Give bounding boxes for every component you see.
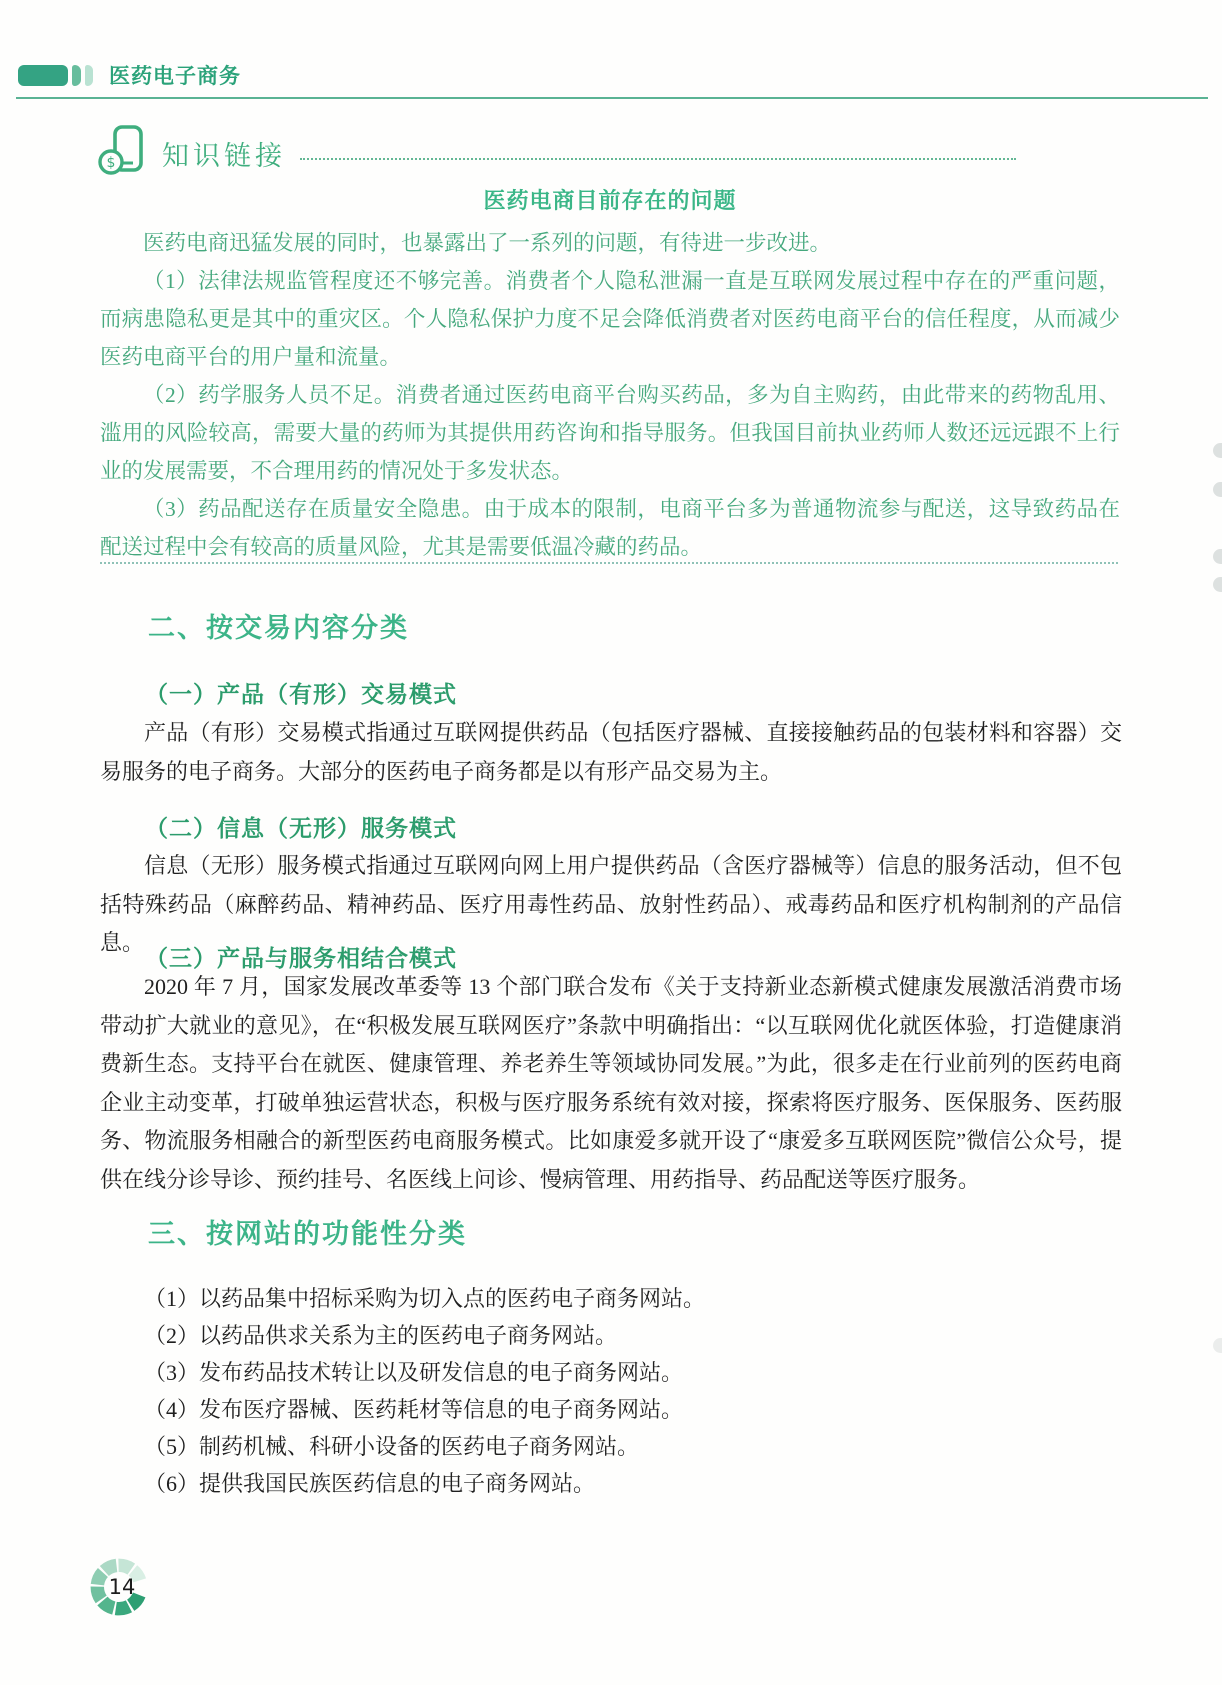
subsection-paragraph: 信息（无形）服务模式指通过互联网向网上用户提供药品（含医疗器械等）信息的服务活动，但不包括特殊药品（麻醉药品、精神药品、医疗用毒性药品、放射性药品）、戒毒药品和医疗机构制剂的产品信息。 (100, 853, 1122, 955)
knowledge-box-title: 医药电商目前存在的问题 (483, 188, 737, 213)
scan-artifact (1213, 577, 1222, 592)
subsection-paragraph: 2020 年 7 月，国家发展改革委等 13 个部门联合发布《关于支持新业态新模式健康发展激活消费市场带动扩大就业的意见》，在“积极发展互联网医疗”条款中明确指出：“以互联网优化就医体验，打造健康消费新生态。支持平台在就医、健康管理、养老养生等领域协同发展。”为此，很多走在行业前列的医药电商企业主动变革，打破单独运营状态，积极与医疗服务系统有效对接，探索将医疗服务、医保服务、医药服务、物流服务相融合的新型医药电商服务模式。比如康爱多就开设了“康爱多互联网医院”微信公众号，提供在线分诊导诊、预约挂号、名医线上问诊、慢病管理、用药指导、药品配送等医疗服务。 (100, 974, 1122, 1192)
list-item: （3）发布药品技术转让以及研发信息的电子商务网站。 (144, 1360, 684, 1385)
svg-text:$: $ (106, 155, 116, 171)
knowledge-box-divider (100, 562, 1118, 564)
running-head-title: 医药电子商务 (109, 64, 241, 88)
header-rule (16, 97, 1208, 99)
knowledge-paragraph: 医药电商迅猛发展的同时，也暴露出了一系列的问题，有待进一步改进。 (143, 231, 832, 255)
knowledge-paragraph: （3）药品配送存在质量安全隐患。由于成本的限制，电商平台多为普通物流参与配送，这导致药品在配送过程中会有较高的质量风险，尤其是需要低温冷藏的药品。 (100, 497, 1120, 559)
section-heading-2: 二、按交易内容分类 (148, 613, 409, 644)
scan-artifact (1213, 549, 1222, 564)
list-item: （4）发布医疗器械、医药耗材等信息的电子商务网站。 (144, 1397, 684, 1422)
list-item: （6）提供我国民族医药信息的电子商务网站。 (144, 1471, 596, 1496)
page-number-badge (88, 1556, 150, 1618)
knowledge-link-label: 知识链接 (162, 141, 286, 172)
function-type-list (100, 1280, 1122, 1502)
knowledge-paragraph: （1）法律法规监管程度还不够完善。消费者个人隐私泄漏一直是互联网发展过程中存在的严重问题，而病患隐私更是其中的重灾区。个人隐私保护力度不足会降低消费者对医药电商平台的信任程度，从而减少医药电商平台的用户量和流量。 (100, 269, 1120, 369)
list-item: （5）制药机械、科研小设备的医药电子商务网站。 (144, 1434, 640, 1459)
subsection-title-2: （二）信息（无形）服务模式 (145, 816, 457, 841)
knowledge-link-header (98, 124, 1016, 183)
subsection-paragraph: 产品（有形）交易模式指通过互联网提供药品（包括医疗器械、直接接触药品的包装材料和容器）交易服务的电子商务。大部分的医药电子商务都是以有形产品交易为主。 (100, 720, 1122, 784)
section-heading-3: 三、按网站的功能性分类 (148, 1219, 467, 1250)
subsection-title-3: （三）产品与服务相结合模式 (145, 946, 457, 971)
knowledge-paragraph: （2）药学服务人员不足。消费者通过医药电商平台购买药品，多为自主购药，由此带来的药物乱用、滥用的风险较高，需要大量的药师为其提供用药咨询和指导服务。但我国目前执业药师人数还远远跟不上行业的发展需要，不合理用药的情况处于多发状态。 (100, 383, 1120, 483)
list-item: （1）以药品集中招标采购为切入点的医药电子商务网站。 (144, 1286, 706, 1311)
scan-artifact (1213, 1338, 1222, 1353)
header-chevron-1-icon (72, 65, 81, 86)
scan-artifact (1213, 482, 1222, 497)
page-header (18, 62, 241, 88)
subsection-title-1: （一）产品（有形）交易模式 (145, 682, 457, 707)
page-number: 14 (108, 1575, 136, 1599)
knowledge-box-body (100, 224, 1120, 566)
list-item: （2）以药品供求关系为主的医药电子商务网站。 (144, 1323, 618, 1348)
header-bar-block (18, 65, 68, 86)
dotted-leader (300, 158, 1016, 160)
phone-with-coin-icon (98, 124, 152, 183)
scan-artifact (1213, 443, 1222, 458)
header-chevron-2-icon (85, 65, 93, 86)
